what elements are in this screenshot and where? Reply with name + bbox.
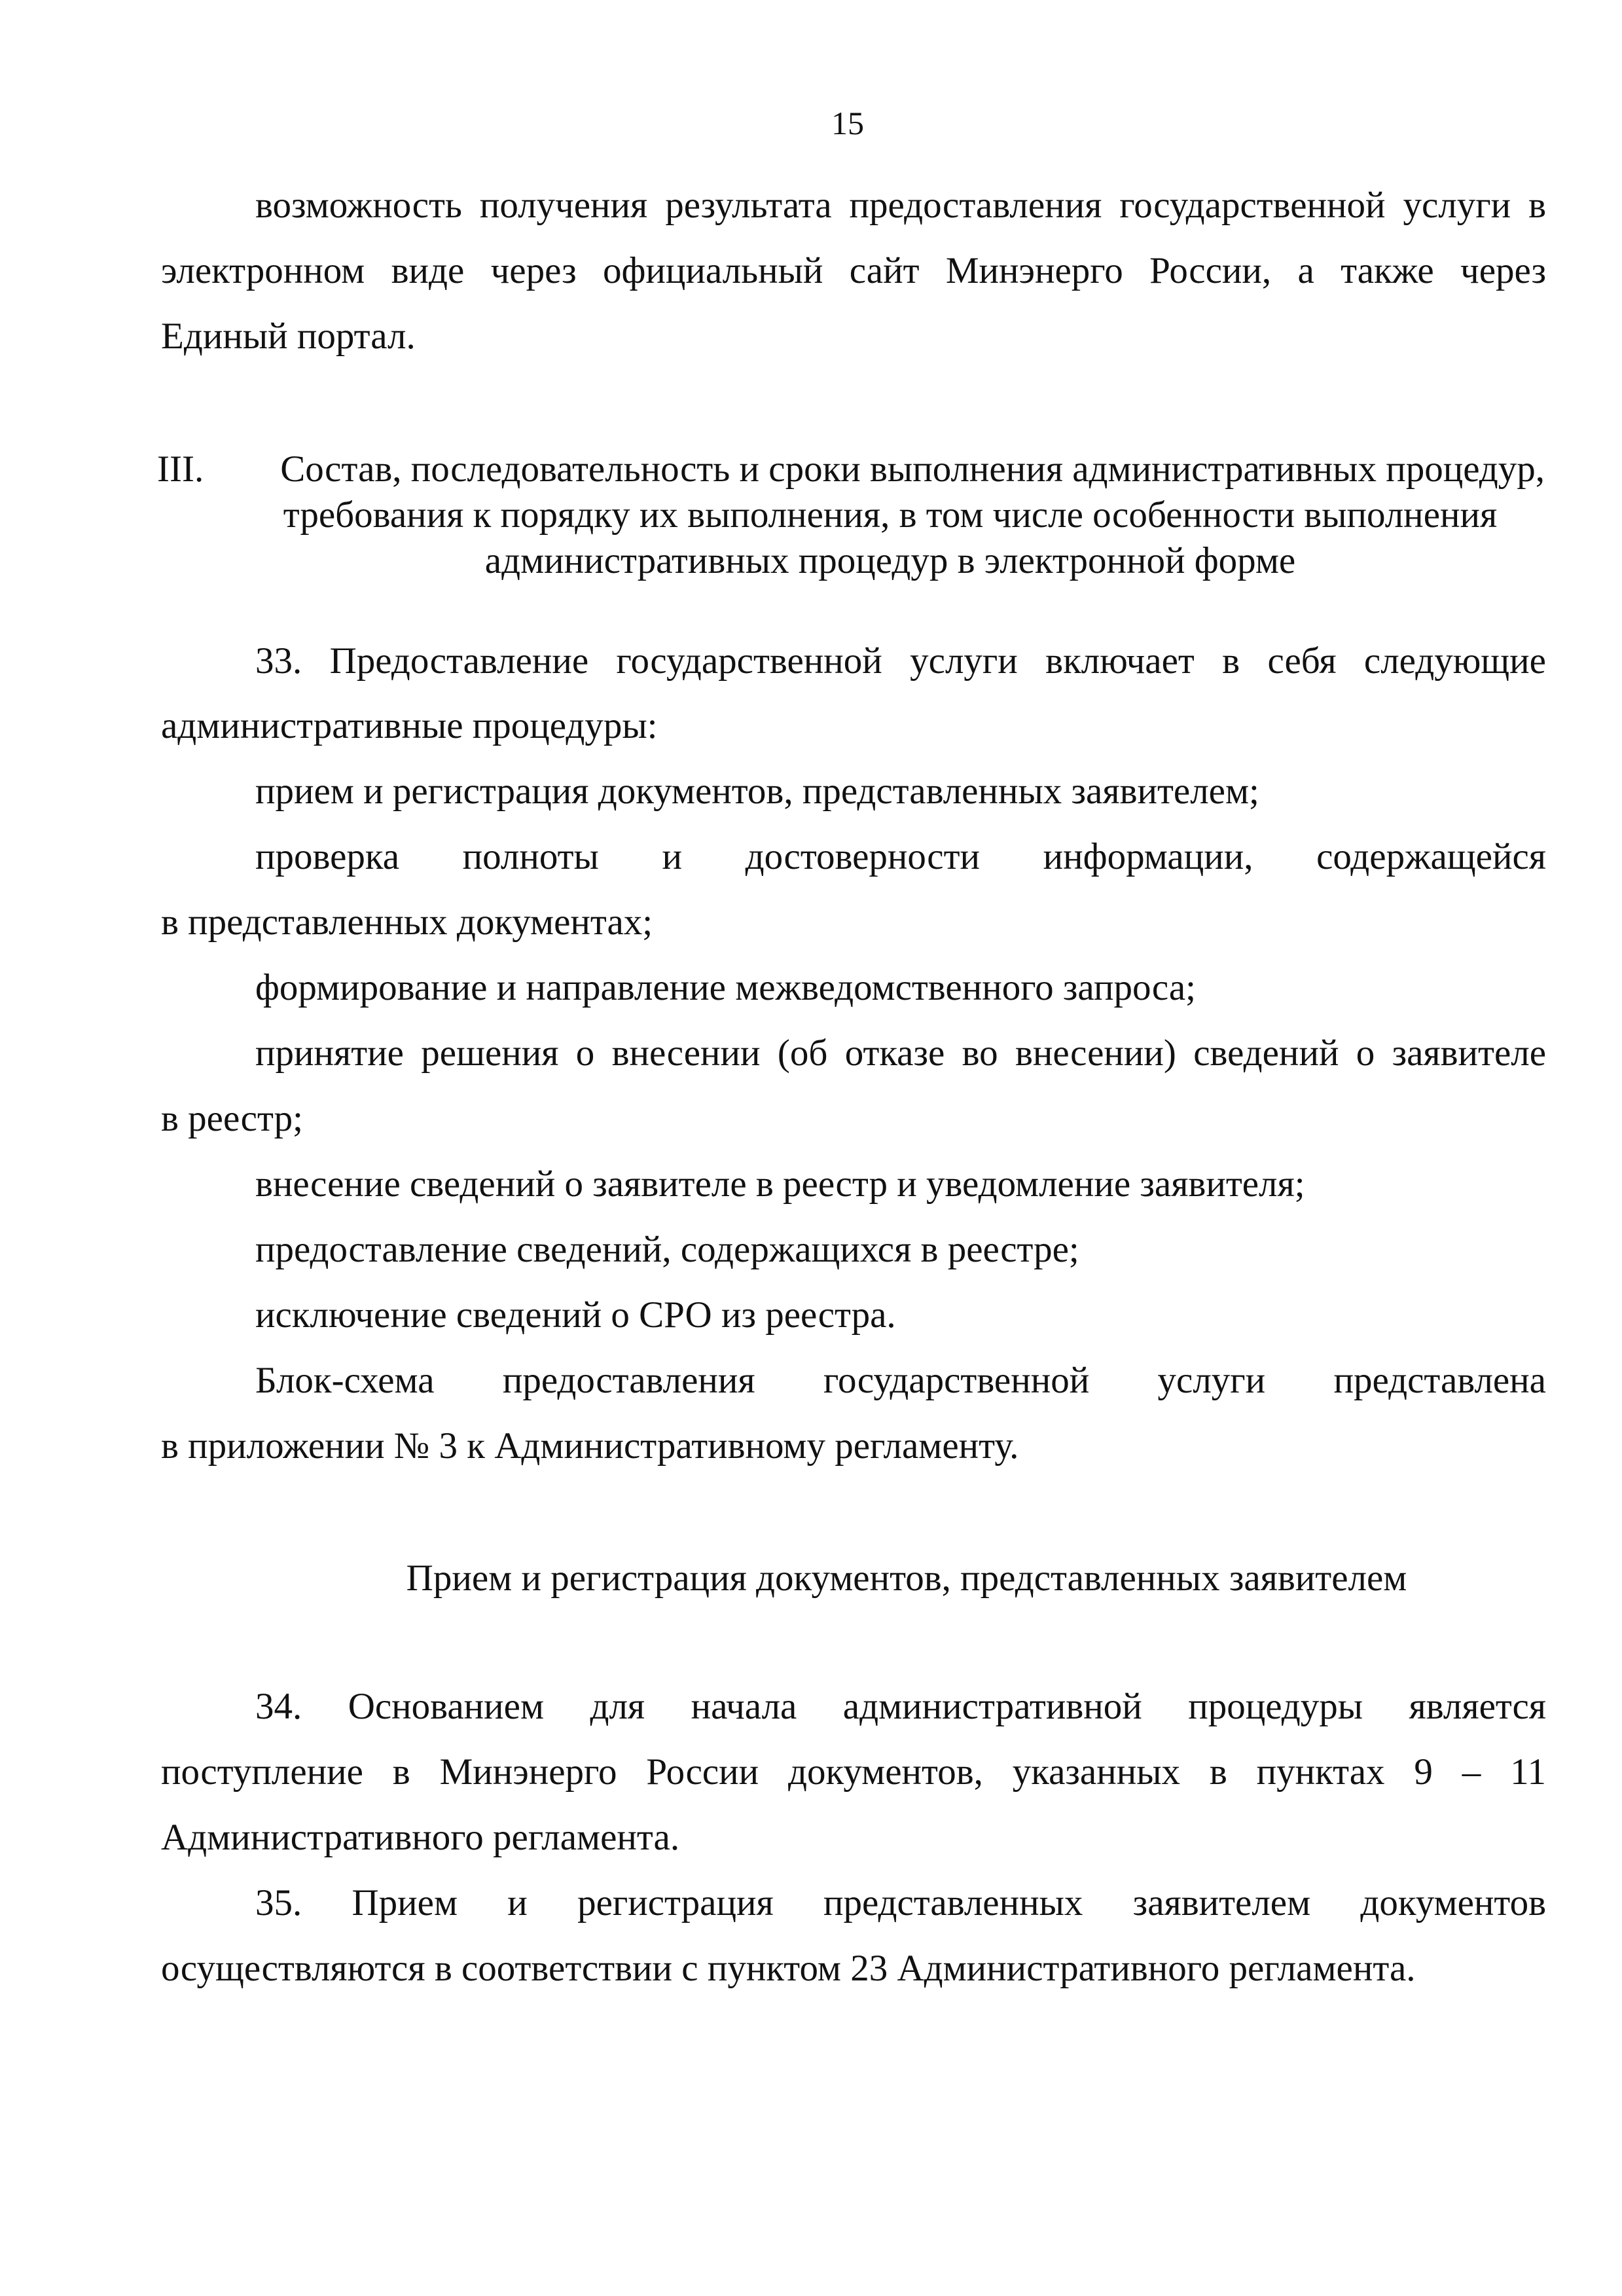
p35-line-1: 35. Прием и регистрация представленных заявителем документов	[255, 1882, 1546, 1923]
procedure-item-3: формирование и направление межведомственного запроса;	[255, 967, 1197, 1008]
section-numeral: III.	[157, 448, 204, 490]
subsection-heading: Прием и регистрация документов, представленных заявителем	[406, 1558, 1407, 1599]
p33-line-2: административные процедуры:	[161, 705, 658, 746]
p34-line-2: поступление в Минэнерго России документов, указанных в пунктах 9 – 11	[161, 1751, 1546, 1793]
procedure-item-4-line-1: принятие решения о внесении (об отказе во внесении) сведений о заявителе	[255, 1032, 1546, 1074]
page-number: 15	[831, 105, 864, 141]
blockscheme-line-1: Блок-схема предоставления государственной услуги представлена	[255, 1360, 1546, 1401]
procedure-item-7: исключение сведений о СРО из реестра.	[255, 1294, 896, 1336]
procedure-item-2-line-2: в представленных документах;	[161, 902, 653, 943]
intro-line-1: возможность получения результата предоставления государственной услуги в	[255, 185, 1546, 226]
blockscheme-line-2: в приложении № 3 к Административному регламенту.	[161, 1425, 1019, 1467]
p35-line-2: осуществляются в соответствии с пунктом 23 Административного регламента.	[161, 1948, 1416, 1989]
intro-line-2: электронном виде через официальный сайт Минэнерго России, а также через	[161, 250, 1546, 291]
procedure-item-5: внесение сведений о заявителе в реестр и уведомление заявителя;	[255, 1163, 1305, 1205]
procedure-item-6: предоставление сведений, содержащихся в реестре;	[255, 1229, 1079, 1270]
p34-line-1: 34. Основанием для начала административной процедуры является	[255, 1686, 1546, 1727]
procedure-item-2-line-1: проверка полноты и достоверности информации, содержащейся	[255, 836, 1546, 877]
p33-line-1: 33. Предоставление государственной услуги включает в себя следующие	[255, 640, 1546, 682]
intro-line-3: Единый портал.	[161, 316, 416, 357]
p34-line-3: Административного регламента.	[161, 1817, 680, 1858]
section-heading-line-1: Состав, последовательность и сроки выполнения административных процедур,	[280, 448, 1545, 490]
section-heading-line-2: требования к порядку их выполнения, в том числе особенности выполнения	[283, 494, 1498, 536]
procedure-item-1: прием и регистрация документов, представленных заявителем;	[255, 771, 1259, 812]
procedure-item-4-line-2: в реестр;	[161, 1098, 303, 1139]
section-heading-line-3: административных процедур в электронной форме	[484, 540, 1296, 581]
